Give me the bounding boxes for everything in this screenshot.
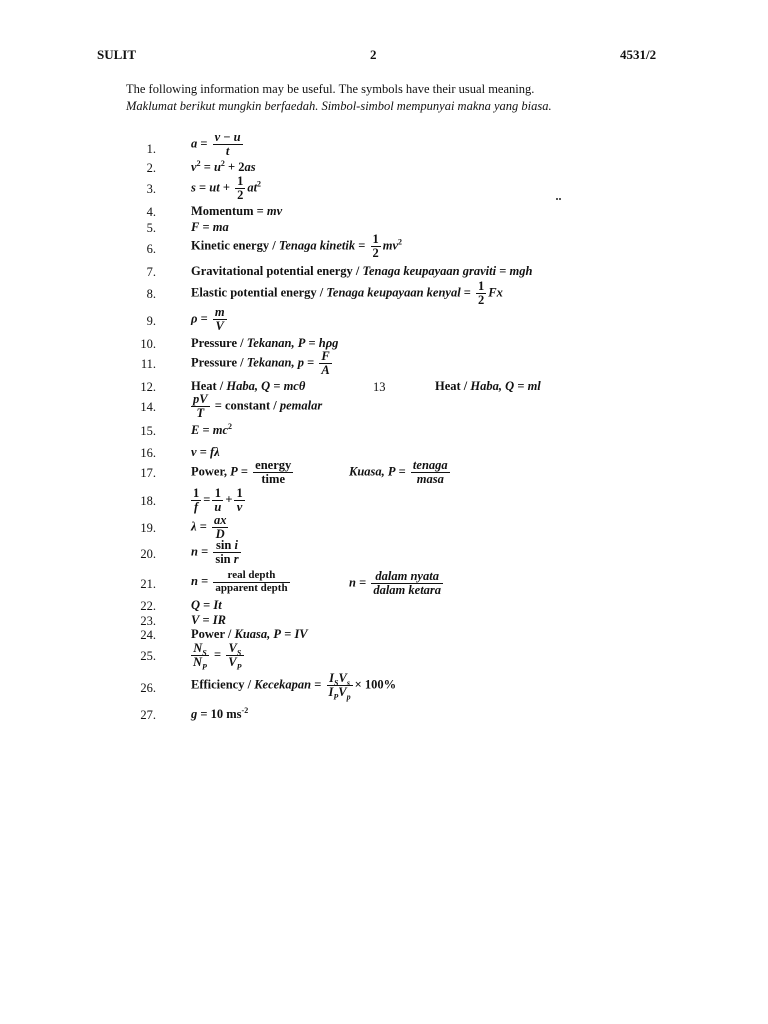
pressure-label-ms: Tekanan, <box>246 336 295 350</box>
formula-number: 11. <box>140 357 156 371</box>
formula-number: 6. <box>146 242 156 256</box>
kuasa-label: Kuasa, <box>349 464 385 479</box>
energy-word: energy <box>255 458 292 472</box>
formula-number: 20. <box>140 547 156 561</box>
formula-number: 12. <box>140 380 156 394</box>
formula-24: Power / Kuasa, P = IV <box>191 627 308 641</box>
heat-label-ms: Haba, <box>226 379 259 393</box>
intro-malay: Maklumat berikut mungkin berfaedah. Simbol-simbol mempunyai makna yang biasa. <box>126 99 552 113</box>
gravitational-label-ms: Tenaga keupayaan graviti <box>362 264 497 278</box>
formula-3: s = ut + $\frac{1}{2}$ $at^2$ <box>191 174 262 203</box>
heat-label-ms: Haba, <box>470 379 503 393</box>
real-depth-word: real depth <box>213 570 289 583</box>
formula-19: λ = $\frac{ax}{D}$ <box>191 513 227 542</box>
constant-label: constant / <box>224 398 280 413</box>
formula-12: Heat / Haba, Q = mcθ <box>191 379 306 393</box>
kuasa-label: Kuasa, <box>234 627 271 641</box>
scan-mark <box>556 198 558 200</box>
formula-9: ρ = $\frac{m}{V}$ <box>191 305 225 334</box>
kinetic-label: Kinetic energy / <box>191 238 279 253</box>
formula-10: Pressure / Tekanan, P = hρg <box>191 336 339 350</box>
formula-number: 27. <box>140 708 156 722</box>
formula-2: $v^2 = u^2 + 2as$ <box>191 158 256 174</box>
formula-number: 4. <box>146 205 156 219</box>
formula-number: 16. <box>140 446 156 460</box>
formula-13: Heat / Haba, Q = ml <box>435 379 541 393</box>
heat-label: Heat / <box>191 379 227 393</box>
efficiency-label-ms: Kecekapan <box>254 677 312 692</box>
formula-21-malay: n = dalam nyata dalam ketara <box>349 569 442 598</box>
formula-number: 22. <box>140 599 156 613</box>
formula-17-malay: Kuasa, P = tenaga masa <box>349 458 448 487</box>
formula-22: Q = It <box>191 598 222 612</box>
formula-25: $\frac{N_S}{N_P}$ = $\frac{V_S}{V_P}$ <box>193 641 242 672</box>
formula-8: Elastic potential energy / Tenaga keupayaan kenyal = $\frac{1}{2}$ Fx <box>191 279 503 308</box>
formula-number: 24. <box>140 628 156 642</box>
pressure-label: Pressure / <box>191 355 247 370</box>
formula-21: n = real depth apparent depth <box>191 569 288 594</box>
dalam-ketara-word: dalam ketara <box>373 583 442 598</box>
formula-17: Power, P = energy time <box>191 458 292 487</box>
formula-15: $E = mc^2$ <box>191 421 232 437</box>
formula-number: 18. <box>140 494 156 508</box>
elastic-label: Elastic potential energy / <box>191 285 327 300</box>
formula-26: Efficiency / Kecekapan = $I_SV_s$ $I_PV_p$ × 100% <box>191 671 397 702</box>
formula-number: 25. <box>140 649 156 663</box>
formula-number: 26. <box>140 681 156 695</box>
times-100-percent: × 100% <box>354 677 397 692</box>
formula-number: 5. <box>146 221 156 235</box>
formula-11: Pressure / Tekanan, p = $\frac{F}{A}$ <box>191 349 330 378</box>
formula-18: $\frac{1}{f}$ = $\frac{1}{u}$ + $\frac{1}{v}$ <box>193 486 243 515</box>
formula-20: n = $\frac{\text{sin i}}{\text{sin r}}$ <box>191 538 239 567</box>
dalam-nyata-word: dalam nyata <box>375 569 439 583</box>
formula-number: 19. <box>140 521 156 535</box>
formula-14: $\frac{pV}{T}$ = constant / pemalar <box>193 392 323 421</box>
elastic-label-ms: Tenaga keupayaan kenyal <box>326 285 461 300</box>
formula-number: 15. <box>140 424 156 438</box>
pressure-label: Pressure / <box>191 336 247 350</box>
intro-english: The following information may be useful. The symbols have their usual meaning. <box>126 82 535 96</box>
formula-27: g = 10 $ms^{-2}$ <box>191 705 249 721</box>
kinetic-label-ms: Tenaga kinetik <box>278 238 356 253</box>
formula-16: v = fλ <box>191 445 220 459</box>
pressure-label-ms: Tekanan, <box>246 355 295 370</box>
tenaga-word: tenaga <box>412 458 448 472</box>
formula-number: 10. <box>140 337 156 351</box>
formula-7: Gravitational potential energy / Tenaga keupayaan graviti = mgh <box>191 264 533 278</box>
time-word: time <box>261 472 285 487</box>
formula-number: 21. <box>140 577 156 591</box>
formula-number: 1. <box>146 142 156 156</box>
formula-6: Kinetic energy / Tenaga kinetik = $\frac{1}{2}$ $mv^2$ <box>191 232 403 261</box>
scan-mark <box>559 198 561 200</box>
power-kuasa-label: Power / <box>191 627 235 641</box>
formula-number: 9. <box>146 314 156 328</box>
momentum-label: Momentum <box>191 204 254 218</box>
formula-number: 23. <box>140 614 156 628</box>
formula-number: 14. <box>140 400 156 414</box>
formula-number: 8. <box>146 287 156 301</box>
page-number: 2 <box>370 47 377 62</box>
formula-number: 7. <box>146 265 156 279</box>
paper-code: 4531/2 <box>620 47 657 62</box>
formula-23: V = IR <box>191 613 226 627</box>
constant-label-ms: pemalar <box>279 398 323 413</box>
formula-number: 3. <box>146 182 156 196</box>
formula-1: a = $\frac{v - u}{t}$ <box>191 130 241 159</box>
formula-number: 17. <box>140 466 156 480</box>
efficiency-label: Efficiency / <box>191 677 255 692</box>
power-label: Power, <box>191 464 227 479</box>
formula-number: 13 <box>373 380 386 394</box>
formula-5: F = ma <box>191 220 229 234</box>
gravitational-label: Gravitational potential energy / <box>191 264 363 278</box>
heat-label: Heat / <box>435 379 471 393</box>
apparent-depth-word: apparent depth <box>215 581 288 594</box>
formula-4: Momentum = mv <box>191 204 283 218</box>
header-sulit: SULIT <box>97 47 137 62</box>
masa-word: masa <box>416 472 444 487</box>
formula-number: 2. <box>146 161 156 175</box>
